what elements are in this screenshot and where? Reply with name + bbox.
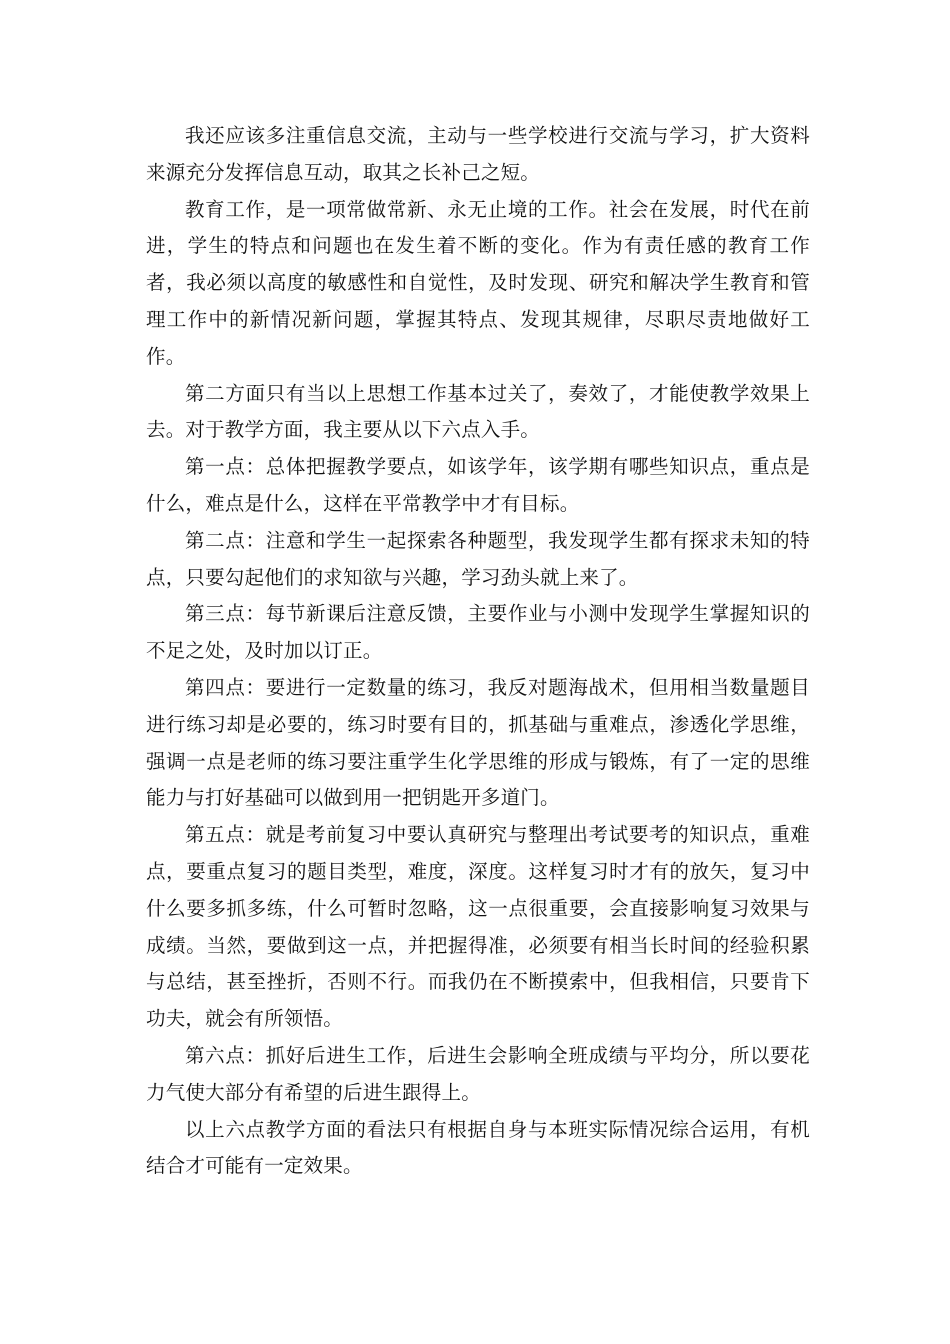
- paragraph-point-one: 第一点：总体把握教学要点，如该学年，该学期有哪些知识点，重点是什么，难点是什么，这样在平常教学中才有目标。: [146, 455, 810, 515]
- document-body: [146, 118, 810, 1185]
- paragraph-conclusion: 以上六点教学方面的看法只有根据自身与本班实际情况综合运用，有机结合才可能有一定效果。: [146, 1117, 810, 1178]
- paragraph-point-five: 第五点：就是考前复习中要认真研究与整理出考试要考的知识点，重难点，要重点复习的题目类型，难度，深度。这样复习时才有的放矢，复习中什么要多抓多练，什么可暂时忽略，这一点很重要，会直接影响复习效果与成绩。当然，要做到这一点，并把握得准，必须要有相当长时间的经验积累与总结，甚至挫折，否则不行。而我仍在不断摸索中，但我相信，只要肯下功夫，就会有所领悟。: [146, 823, 810, 1031]
- paragraph-education-work: 教育工作，是一项常做常新、永无止境的工作。社会在发展，时代在前进，学生的特点和问题也在发生着不断的变化。作为有责任感的教育工作者，我必须以高度的敏感性和自觉性，及时发现、研究和解决学生教育和管理工作中的新情况新问题，掌握其特点、发现其规律，尽职尽责地做好工作。: [146, 197, 810, 368]
- paragraph-point-three: 第三点：每节新课后注意反馈，主要作业与小测中发现学生掌握知识的不足之处，及时加以订正。: [146, 602, 810, 663]
- paragraph-info-exchange: 我还应该多注重信息交流，主动与一些学校进行交流与学习，扩大资料来源充分发挥信息互动，取其之长补己之短。: [146, 124, 810, 184]
- paragraph-point-two: 第二点：注意和学生一起探索各种题型，我发现学生都有探求未知的特点，只要勾起他们的求知欲与兴趣，学习劲头就上来了。: [146, 528, 810, 589]
- paragraph-point-six: 第六点：抓好后进生工作，后进生会影响全班成绩与平均分，所以要花力气使大部分有希望的后进生跟得上。: [146, 1043, 810, 1104]
- paragraph-second-aspect: 第二方面只有当以上思想工作基本过关了，奏效了，才能使教学效果上去。对于教学方面，我主要从以下六点入手。: [146, 381, 810, 442]
- paragraph-point-four: 第四点：要进行一定数量的练习，我反对题海战术，但用相当数量题目进行练习却是必要的，练习时要有目的，抓基础与重难点，渗透化学思维，强调一点是老师的练习要注重学生化学思维的形成与锻炼，有了一定的思维能力与打好基础可以做到用一把钥匙开多道门。: [146, 675, 810, 810]
